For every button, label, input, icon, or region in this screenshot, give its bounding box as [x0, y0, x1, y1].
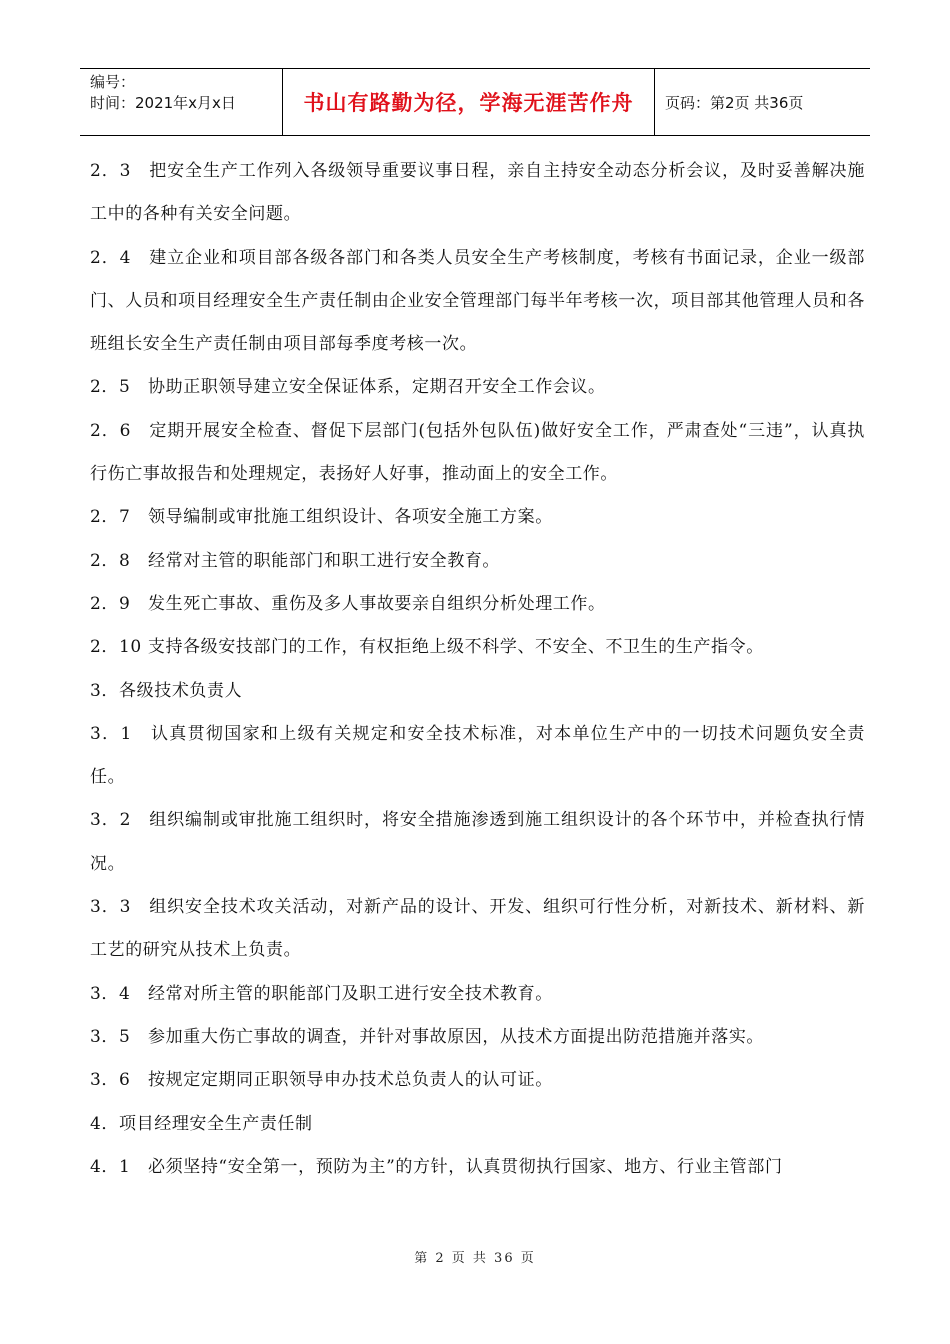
paragraph: 2．8 经常对主管的职能部门和职工进行安全教育。: [90, 550, 501, 571]
paragraph: 2．7 领导编制或审批施工组织设计、各项安全施工方案。: [90, 507, 553, 528]
paragraph: 3．1 认真贯彻国家和上级有关规定和安全技术标准，对本单位生产中的一切技术问题负安全责任。: [90, 723, 865, 788]
paragraph: 2．6 定期开展安全检查、督促下层部门(包括外包队伍)做好安全工作，严肃查处“三违”，认真执行伤亡事故报告和处理规定，表扬好人好事，推动面上的安全工作。: [90, 420, 865, 485]
paragraph: 4．1 必须坚持“安全第一，预防为主”的方针，认真贯彻执行国家、地方、行业主管部门: [90, 1156, 783, 1177]
page-header: [80, 68, 870, 136]
paragraph: 3．6 按规定定期同正职领导申办技术总负责人的认可证。: [90, 1070, 553, 1091]
header-meta: [80, 69, 283, 135]
page-footer: 第 2 页 共 36 页: [414, 1251, 536, 1266]
section-heading: 4．项目经理安全生产责任制: [90, 1113, 313, 1134]
section-heading: 3．各级技术负责人: [90, 680, 243, 701]
document-body: [90, 150, 865, 1189]
paragraph: 2．9 发生死亡事故、重伤及多人事故要亲自组织分析处理工作。: [90, 593, 606, 614]
paragraph: 2．10 支持各级安技部门的工作，有权拒绝上级不科学、不安全、不卫生的生产指令。: [90, 637, 764, 658]
doc-code-label: 编号：: [90, 73, 136, 91]
paragraph: 2．5 协助正职领导建立安全保证体系，定期召开安全工作会议。: [90, 377, 606, 398]
paragraph: 3．3 组织安全技术攻关活动，对新产品的设计、开发、组织可行性分析，对新技术、新材料、新工艺的研究从技术上负责。: [90, 897, 865, 961]
paragraph: 2．4 建立企业和项目部各级各部门和各类人员安全生产考核制度，考核有书面记录，企业一级部门、人员和项目经理安全生产责任制由企业安全管理部门每半年考核一次，项目部其他管理人员和各班组长安全生产责任制由项目部每季度考核一次。: [90, 247, 865, 355]
doc-time-label: 时间：2021年x月x日: [90, 94, 236, 112]
paragraph: 3．5 参加重大伤亡事故的调查，并针对事故原因，从技术方面提出防范措施并落实。: [90, 1026, 765, 1047]
header-motto: 书山有路勤为径，学海无涯苦作舟: [283, 69, 655, 135]
header-page-info: 页码：第2页 共36页: [665, 93, 804, 112]
paragraph: 3．4 经常对所主管的职能部门及职工进行安全技术教育。: [90, 983, 553, 1004]
paragraph: 2．3 把安全生产工作列入各级领导重要议事日程，亲自主持安全动态分析会议，及时妥善解决施工中的各种有关安全问题。: [90, 161, 865, 225]
paragraph: 3．2 组织编制或审批施工组织时，将安全措施渗透到施工组织设计的各个环节中，并检查执行情况。: [90, 810, 865, 874]
